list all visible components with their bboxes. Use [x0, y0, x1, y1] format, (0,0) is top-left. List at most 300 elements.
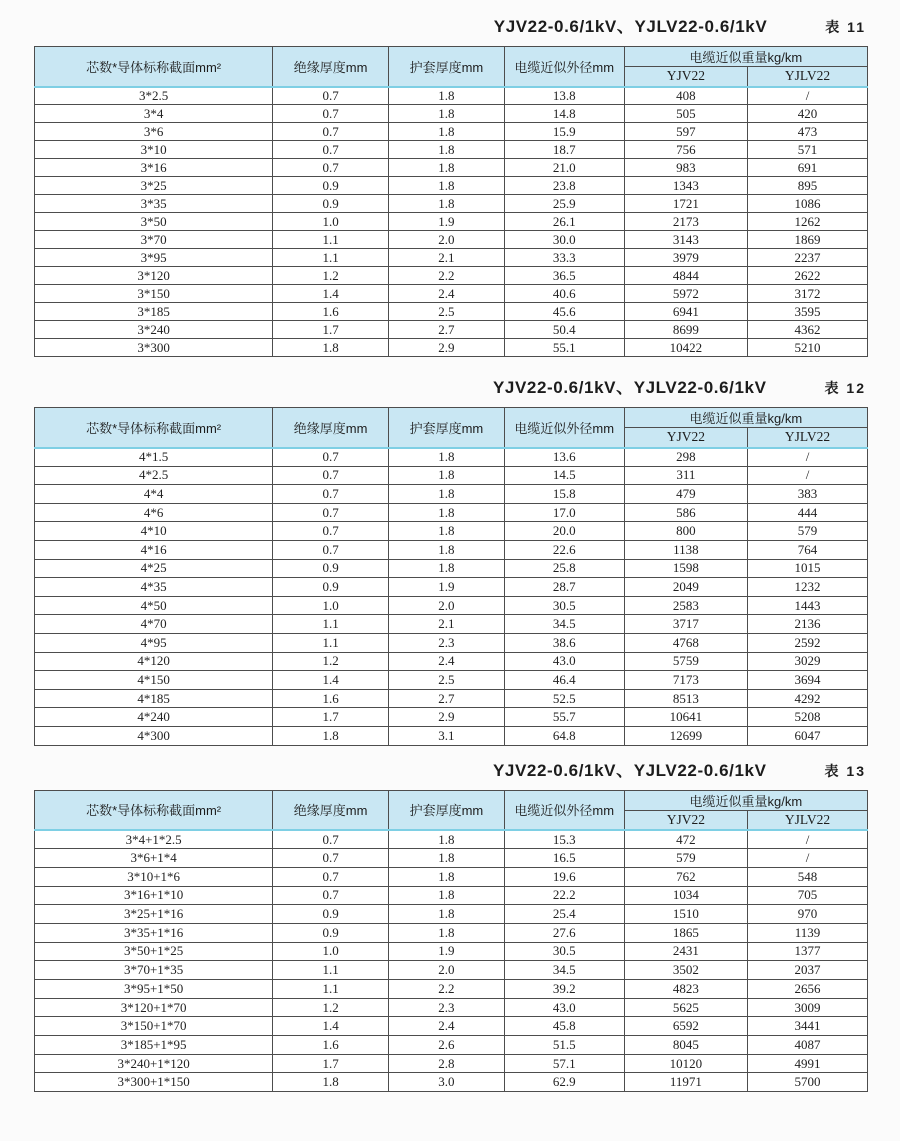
table-cell: 1.7	[273, 708, 389, 727]
table-row	[35, 195, 868, 213]
table-cell: 4*1.5	[35, 448, 273, 467]
table-cell: 3*16+1*10	[35, 886, 273, 905]
table-cell: 1.1	[273, 615, 389, 634]
table-cell: 2.7	[389, 321, 505, 339]
table-cell: 38.6	[504, 633, 624, 652]
table-cell: 1.8	[389, 105, 505, 123]
table-cell: 6592	[624, 1017, 747, 1036]
table-row	[35, 923, 868, 942]
table-cell: 20.0	[504, 522, 624, 541]
table-cell: 3*4	[35, 105, 273, 123]
table-cell: 12699	[624, 726, 747, 745]
header-cell-yjv22: YJV22	[624, 67, 747, 87]
table-cell: 30.5	[504, 596, 624, 615]
table-cell: 3*300	[35, 339, 273, 357]
table-cell: 1.8	[389, 540, 505, 559]
table-cell: 1.6	[273, 689, 389, 708]
table-cell: 1.7	[273, 321, 389, 339]
header-cell-insulation: 绝缘厚度mm	[273, 408, 389, 448]
table-cell: 983	[624, 159, 747, 177]
table-cell: 4768	[624, 633, 747, 652]
table-cell: 2.2	[389, 980, 505, 999]
table-cell: 1.1	[273, 980, 389, 999]
table-cell: 0.9	[273, 578, 389, 597]
table-cell: 2.4	[389, 1017, 505, 1036]
table-cell: 3*10+1*6	[35, 867, 273, 886]
table-cell: 1.1	[273, 249, 389, 267]
table-cell: 1343	[624, 177, 747, 195]
table-cell: 2.7	[389, 689, 505, 708]
table-cell: 3*25	[35, 177, 273, 195]
table-cell: /	[748, 849, 868, 868]
table-cell: 27.6	[504, 923, 624, 942]
table-cell: 0.7	[273, 849, 389, 868]
table-cell: 1.8	[389, 159, 505, 177]
table-number-label: 表 12	[824, 380, 866, 396]
table-cell: 0.9	[273, 559, 389, 578]
table-cell: 1.1	[273, 633, 389, 652]
table-cell: 4*150	[35, 671, 273, 690]
table-body	[35, 830, 868, 1092]
table-cell: 1.9	[389, 942, 505, 961]
section-title-row	[0, 373, 900, 398]
table-cell: 1.8	[389, 503, 505, 522]
table-cell: 579	[748, 522, 868, 541]
table-cell: 43.0	[504, 998, 624, 1017]
header-cell-sheath: 护套厚度mm	[389, 408, 505, 448]
header-cell-spec: 芯数*导体标称截面mm²	[35, 47, 273, 87]
table-cell: 3*150+1*70	[35, 1017, 273, 1036]
table-cell: 17.0	[504, 503, 624, 522]
table-cell: 383	[748, 485, 868, 504]
spec-section-11	[0, 12, 900, 357]
table-cell: 4*50	[35, 596, 273, 615]
table-row	[35, 886, 868, 905]
table-cell: 2237	[748, 249, 868, 267]
table-cell: 1.1	[273, 231, 389, 249]
table-cell: 1.8	[389, 448, 505, 467]
table-cell: 0.7	[273, 522, 389, 541]
table-cell: 1.8	[389, 87, 505, 105]
table-cell: 3502	[624, 961, 747, 980]
table-cell: 3*2.5	[35, 87, 273, 105]
table-cell: 2.1	[389, 249, 505, 267]
cable-spec-table-12	[34, 407, 868, 746]
table-row	[35, 159, 868, 177]
table-cell: 3*35	[35, 195, 273, 213]
table-cell: 46.4	[504, 671, 624, 690]
table-cell: 43.0	[504, 652, 624, 671]
table-cell: 691	[748, 159, 868, 177]
table-header	[35, 408, 868, 448]
table-body	[35, 87, 868, 357]
table-cell: 0.7	[273, 141, 389, 159]
header-cell-weight-group: 电缆近似重量kg/km	[624, 790, 867, 810]
table-cell: 3*70	[35, 231, 273, 249]
table-cell: 21.0	[504, 159, 624, 177]
table-cell: 4*16	[35, 540, 273, 559]
table-cell: 30.0	[504, 231, 624, 249]
table-row	[35, 213, 868, 231]
table-cell: 0.7	[273, 87, 389, 105]
table-row	[35, 905, 868, 924]
table-cell: 1262	[748, 213, 868, 231]
spec-section-13	[0, 756, 900, 1093]
table-cell: 3172	[748, 285, 868, 303]
table-cell: 3*185+1*95	[35, 1036, 273, 1055]
table-number-label: 表 13	[824, 762, 866, 779]
table-cell: 3*120	[35, 267, 273, 285]
table-cell: 1.1	[273, 961, 389, 980]
table-cell: 2622	[748, 267, 868, 285]
table-header	[35, 790, 868, 830]
table-row	[35, 87, 868, 105]
table-cell: 3*185	[35, 303, 273, 321]
table-cell: 15.8	[504, 485, 624, 504]
table-cell: 2136	[748, 615, 868, 634]
table-cell: 1.8	[389, 905, 505, 924]
header-cell-diameter: 电缆近似外径mm	[504, 47, 624, 87]
table-row	[35, 830, 868, 849]
table-row	[35, 559, 868, 578]
table-cell: 2.0	[389, 231, 505, 249]
table-cell: 586	[624, 503, 747, 522]
table-cell: 4823	[624, 980, 747, 999]
table-cell: 479	[624, 485, 747, 504]
table-cell: 3*35+1*16	[35, 923, 273, 942]
table-row	[35, 285, 868, 303]
table-cell: 705	[748, 886, 868, 905]
table-cell: 1.8	[389, 849, 505, 868]
header-cell-yjv22: YJV22	[624, 428, 747, 448]
table-cell: 2.1	[389, 615, 505, 634]
table-cell: 1.8	[389, 466, 505, 485]
table-cell: 1865	[624, 923, 747, 942]
table-cell: 571	[748, 141, 868, 159]
table-cell: 1.8	[389, 923, 505, 942]
table-row	[35, 267, 868, 285]
table-cell: 15.3	[504, 830, 624, 849]
table-cell: 50.4	[504, 321, 624, 339]
table-cell: 970	[748, 905, 868, 924]
table-cell: 4362	[748, 321, 868, 339]
table-cell: 2.2	[389, 267, 505, 285]
header-cell-yjlv22: YJLV22	[748, 810, 868, 830]
table-cell: 2.5	[389, 671, 505, 690]
table-cell: 4*70	[35, 615, 273, 634]
table-cell: 4*25	[35, 559, 273, 578]
table-cell: 597	[624, 123, 747, 141]
table-cell: 420	[748, 105, 868, 123]
table-cell: 2.5	[389, 303, 505, 321]
table-cell: 0.9	[273, 905, 389, 924]
table-cell: 22.2	[504, 886, 624, 905]
table-cell: 4*4	[35, 485, 273, 504]
table-cell: 1.7	[273, 1054, 389, 1073]
table-cell: 0.9	[273, 923, 389, 942]
table-cell: 579	[624, 849, 747, 868]
table-cell: 1138	[624, 540, 747, 559]
table-row	[35, 596, 868, 615]
header-cell-insulation: 绝缘厚度mm	[273, 790, 389, 830]
table-cell: 1.8	[273, 339, 389, 357]
table-cell: 3.1	[389, 726, 505, 745]
table-cell: 1.8	[389, 485, 505, 504]
table-cell: 15.9	[504, 123, 624, 141]
cable-spec-table-13	[34, 790, 868, 1093]
table-cell: 4*300	[35, 726, 273, 745]
table-cell: 3441	[748, 1017, 868, 1036]
table-cell: 11971	[624, 1073, 747, 1092]
header-cell-spec: 芯数*导体标称截面mm²	[35, 790, 273, 830]
table-cell: 1015	[748, 559, 868, 578]
header-cell-yjv22: YJV22	[624, 810, 747, 830]
table-cell: 1.8	[389, 886, 505, 905]
table-cell: 7173	[624, 671, 747, 690]
table-cell: 298	[624, 448, 747, 467]
table-row	[35, 633, 868, 652]
table-cell: 45.6	[504, 303, 624, 321]
section-title: YJV22-0.6/1kV、YJLV22-0.6/1kV	[492, 760, 767, 780]
table-row	[35, 578, 868, 597]
table-cell: 1721	[624, 195, 747, 213]
table-cell: 19.6	[504, 867, 624, 886]
table-cell: 2431	[624, 942, 747, 961]
table-cell: /	[748, 448, 868, 467]
table-cell: 5625	[624, 998, 747, 1017]
table-cell: 18.7	[504, 141, 624, 159]
table-cell: 8513	[624, 689, 747, 708]
table-cell: 4292	[748, 689, 868, 708]
table-cell: 4844	[624, 267, 747, 285]
table-cell: 36.5	[504, 267, 624, 285]
table-row	[35, 849, 868, 868]
table-row	[35, 998, 868, 1017]
table-number-label: 表 11	[825, 19, 866, 35]
table-cell: 3*240+1*120	[35, 1054, 273, 1073]
table-cell: 311	[624, 466, 747, 485]
table-cell: 0.7	[273, 448, 389, 467]
header-cell-spec: 芯数*导体标称截面mm²	[35, 408, 273, 448]
table-cell: 1.9	[389, 213, 505, 231]
table-cell: 5700	[748, 1073, 868, 1092]
table-row	[35, 522, 868, 541]
table-cell: 1.8	[389, 522, 505, 541]
table-row	[35, 1036, 868, 1055]
table-row	[35, 652, 868, 671]
table-cell: 2.8	[389, 1054, 505, 1073]
table-cell: 3*70+1*35	[35, 961, 273, 980]
table-cell: 25.9	[504, 195, 624, 213]
table-cell: 3*50	[35, 213, 273, 231]
table-cell: 30.5	[504, 942, 624, 961]
table-row	[35, 105, 868, 123]
table-cell: 1232	[748, 578, 868, 597]
table-cell: 4*35	[35, 578, 273, 597]
table-cell: 26.1	[504, 213, 624, 231]
table-cell: 1377	[748, 942, 868, 961]
table-cell: 0.9	[273, 177, 389, 195]
table-row	[35, 249, 868, 267]
table-cell: 2173	[624, 213, 747, 231]
table-cell: 14.5	[504, 466, 624, 485]
table-cell: 2.4	[389, 285, 505, 303]
section-spacer	[0, 357, 900, 373]
table-cell: 4*120	[35, 652, 273, 671]
table-cell: 1.6	[273, 303, 389, 321]
table-cell: 0.7	[273, 105, 389, 123]
table-cell: 764	[748, 540, 868, 559]
header-cell-sheath: 护套厚度mm	[389, 790, 505, 830]
table-cell: 55.7	[504, 708, 624, 727]
table-cell: 3*25+1*16	[35, 905, 273, 924]
table-cell: 5210	[748, 339, 868, 357]
table-cell: 14.8	[504, 105, 624, 123]
table-cell: 1.8	[389, 559, 505, 578]
table-cell: 473	[748, 123, 868, 141]
table-cell: 4991	[748, 1054, 868, 1073]
table-cell: 2.0	[389, 961, 505, 980]
table-cell: 4*6	[35, 503, 273, 522]
table-cell: 1.8	[389, 123, 505, 141]
header-cell-insulation: 绝缘厚度mm	[273, 47, 389, 87]
table-cell: 548	[748, 867, 868, 886]
header-cell-weight-group: 电缆近似重量kg/km	[624, 408, 867, 428]
table-cell: 0.7	[273, 830, 389, 849]
table-cell: 3*300+1*150	[35, 1073, 273, 1092]
table-cell: 3*6	[35, 123, 273, 141]
table-row	[35, 726, 868, 745]
table-cell: 34.5	[504, 961, 624, 980]
table-cell: 2656	[748, 980, 868, 999]
table-cell: 13.8	[504, 87, 624, 105]
table-cell: 3143	[624, 231, 747, 249]
table-cell: 1.0	[273, 596, 389, 615]
table-cell: /	[748, 87, 868, 105]
table-cell: 4*10	[35, 522, 273, 541]
table-row	[35, 339, 868, 357]
table-row	[35, 448, 868, 467]
table-row	[35, 1073, 868, 1092]
table-cell: 1.0	[273, 942, 389, 961]
header-cell-diameter: 电缆近似外径mm	[504, 790, 624, 830]
table-row	[35, 615, 868, 634]
table-row	[35, 466, 868, 485]
table-cell: 3*95	[35, 249, 273, 267]
table-cell: 2037	[748, 961, 868, 980]
table-cell: 3*4+1*2.5	[35, 830, 273, 849]
table-cell: 0.9	[273, 195, 389, 213]
table-cell: 1.8	[389, 177, 505, 195]
spec-section-12	[0, 373, 900, 746]
table-cell: 4*95	[35, 633, 273, 652]
header-cell-diameter: 电缆近似外径mm	[504, 408, 624, 448]
table-cell: 762	[624, 867, 747, 886]
table-cell: 6941	[624, 303, 747, 321]
table-cell: 0.7	[273, 886, 389, 905]
section-title: YJV22-0.6/1kV、YJLV22-0.6/1kV	[492, 378, 767, 397]
table-cell: 800	[624, 522, 747, 541]
table-cell: 4*185	[35, 689, 273, 708]
table-cell: 1.8	[273, 1073, 389, 1092]
table-cell: 1.9	[389, 578, 505, 597]
table-cell: 2.9	[389, 708, 505, 727]
table-row	[35, 485, 868, 504]
table-row	[35, 942, 868, 961]
table-cell: 34.5	[504, 615, 624, 634]
table-cell: 2.0	[389, 596, 505, 615]
table-row	[35, 689, 868, 708]
table-cell: 0.7	[273, 466, 389, 485]
table-cell: 3717	[624, 615, 747, 634]
table-cell: 4087	[748, 1036, 868, 1055]
table-cell: 33.3	[504, 249, 624, 267]
header-cell-yjlv22: YJLV22	[748, 428, 868, 448]
table-cell: 2.9	[389, 339, 505, 357]
table-cell: 3*16	[35, 159, 273, 177]
table-cell: 10422	[624, 339, 747, 357]
header-cell-weight-group: 电缆近似重量kg/km	[624, 47, 867, 67]
table-cell: 0.7	[273, 485, 389, 504]
table-cell: 1510	[624, 905, 747, 924]
table-cell: 3*95+1*50	[35, 980, 273, 999]
table-cell: 2.4	[389, 652, 505, 671]
table-cell: 3979	[624, 249, 747, 267]
table-cell: 3*150	[35, 285, 273, 303]
section-spacer	[0, 746, 900, 756]
table-cell: 40.6	[504, 285, 624, 303]
cable-spec-table-11	[34, 46, 868, 357]
table-cell: 4*240	[35, 708, 273, 727]
table-cell: 3*6+1*4	[35, 849, 273, 868]
table-cell: 1.0	[273, 213, 389, 231]
table-row	[35, 867, 868, 886]
table-cell: /	[748, 466, 868, 485]
table-cell: 16.5	[504, 849, 624, 868]
table-row	[35, 708, 868, 727]
table-cell: 1139	[748, 923, 868, 942]
table-cell: 3*240	[35, 321, 273, 339]
table-cell: 57.1	[504, 1054, 624, 1073]
table-cell: 1.8	[389, 141, 505, 159]
table-cell: 1443	[748, 596, 868, 615]
section-title-row	[0, 12, 900, 37]
table-cell: 505	[624, 105, 747, 123]
table-cell: 52.5	[504, 689, 624, 708]
table-cell: 4*2.5	[35, 466, 273, 485]
table-cell: 64.8	[504, 726, 624, 745]
table-cell: 8045	[624, 1036, 747, 1055]
table-cell: 3595	[748, 303, 868, 321]
table-cell: 0.7	[273, 123, 389, 141]
table-header	[35, 47, 868, 87]
table-cell: 6047	[748, 726, 868, 745]
table-row	[35, 1017, 868, 1036]
table-cell: 13.6	[504, 448, 624, 467]
table-cell: 3*10	[35, 141, 273, 159]
table-cell: 25.8	[504, 559, 624, 578]
table-cell: 2.6	[389, 1036, 505, 1055]
table-cell: 1086	[748, 195, 868, 213]
table-cell: 472	[624, 830, 747, 849]
table-cell: 2.3	[389, 633, 505, 652]
table-row	[35, 503, 868, 522]
table-cell: 2583	[624, 596, 747, 615]
table-cell: 3*120+1*70	[35, 998, 273, 1017]
table-cell: 408	[624, 87, 747, 105]
table-cell: 0.7	[273, 867, 389, 886]
table-cell: 1598	[624, 559, 747, 578]
